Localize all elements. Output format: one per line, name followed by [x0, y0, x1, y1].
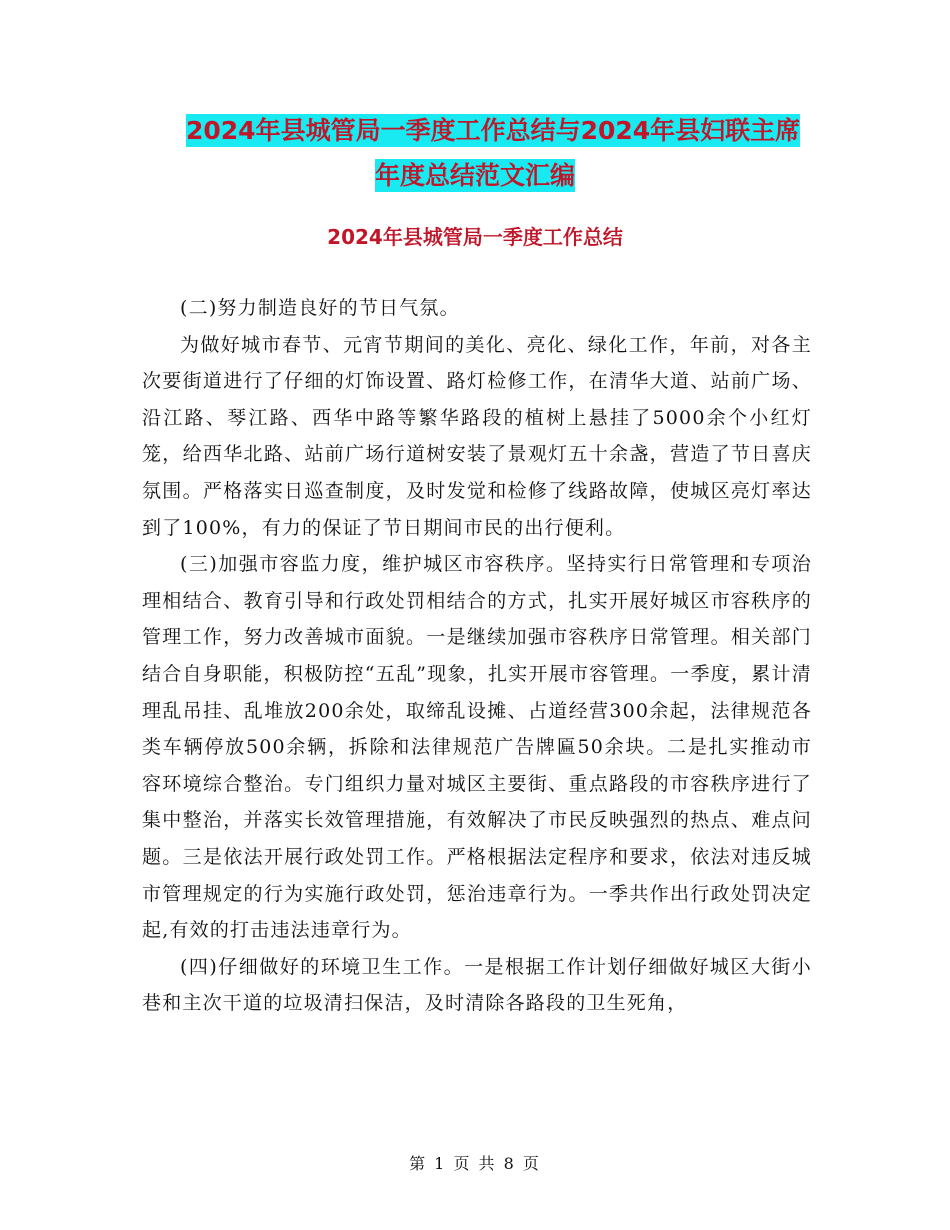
paragraph-1: (二)努力制造良好的节日气氛。: [180, 297, 460, 319]
document-title-line-1: [186, 114, 800, 148]
document-body: [142, 290, 812, 1022]
page-footer: 第 1 页 共 8 页: [409, 1154, 541, 1173]
paragraph-3: (三)加强市容监力度，维护城区市容秩序。坚持实行日常管理和专项治理相结合、教育引导和行政处罚相结合的方式，扎实开展好城区市容秩序的管理工作，努力改善城市面貌。一是继续加强市容秩序日常管理。相关部门结合自身职能，积极防控“五乱”现象，扎实开展市容管理。一季度，累计清理乱吊挂、乱堆放200余处，取缔乱设摊、占道经营300余起，法律规范各类车辆停放500余辆，拆除和法律规范广告牌匾50余块。二是扎实推动市容环境综合整治。专门组织力量对城区主要街、重点路段的市容秩序进行了集中整治，并落实长效管理措施，有效解决了市民反映强烈的热点、难点问题。三是依法开展行政处罚工作。严格根据法定程序和要求，依法对违反城市管理规定的行为实施行政处罚，惩治违章行为。一季共作出行政处罚决定起,有效的打击违法违章行为。: [142, 553, 812, 942]
document-title-line-2: [0, 159, 950, 193]
document-title-highlight-2: 年度总结范文汇编: [374, 161, 575, 190]
paragraph-4: (四)仔细做好的环境卫生工作。一是根据工作计划仔细做好城区大街小巷和主次干道的垃圾清扫保洁，及时清除各路段的卫生死角，: [142, 955, 812, 1015]
document-title-highlight-1: 2024年县城管局一季度工作总结与2024年县妇联主席: [186, 116, 801, 145]
paragraph-2: 为做好城市春节、元宵节期间的美化、亮化、绿化工作，年前，对各主次要街道进行了仔细的灯饰设置、路灯检修工作，在清华大道、站前广场、沿江路、琴江路、西华中路等繁华路段的植树上悬挂了5000余个小红灯笼，给西华北路、站前广场行道树安装了景观灯五十余盏，营造了节日喜庆氛围。严格落实日巡查制度，及时发觉和检修了线路故障，使城区亮灯率达到了100%，有力的保证了节日期间市民的出行便利。: [142, 333, 812, 539]
section-heading: 2024年县城管局一季度工作总结: [327, 225, 623, 249]
